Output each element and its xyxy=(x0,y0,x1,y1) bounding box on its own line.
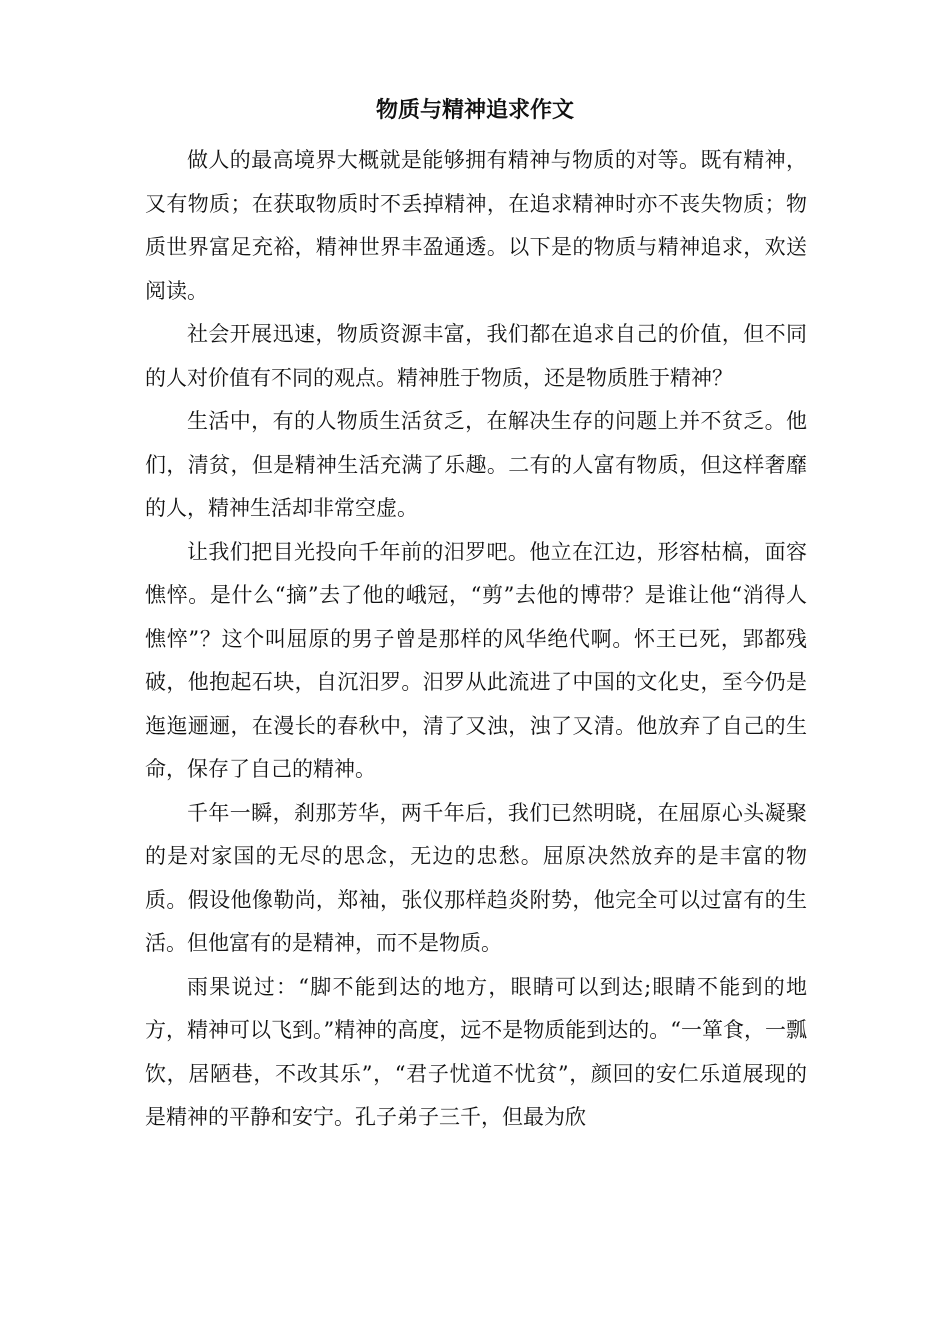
paragraph-5: 千年一瞬，刹那芳华，两千年后，我们已然明晓，在屈原心头凝聚的是对家国的无尽的思念，无边的忠愁。屈原决然放弃的是丰富的物质。假设他像勒尚，郑袖，张仪那样趋炎附势，他完全可以过富有的生活。但他富有的是精神，而不是物质。 xyxy=(145,800,807,955)
document-title: 物质与精神追求作文 xyxy=(375,97,574,123)
paragraph-6: 雨果说过：“脚不能到达的地方，眼睛可以到达;眼睛不能到的地方，精神可以飞到。”精神的高度，远不是物质能到达的。“一箪食，一瓢饮，居陋巷，不改其乐”，“君子忧道不忧贫”，颜回的安仁乐道展现的是精神的平静和安宁。孔子弟子三千，但最为欣 xyxy=(145,974,807,1129)
paragraph-4: 让我们把目光投向千年前的汨罗吧。他立在江边，形容枯槁，面容憔悴。是什么“摘”去了他的峨冠，“剪”去他的博带？是谁让他“消得人憔悴”？这个叫屈原的男子曾是那样的风华绝代啊。怀王已死，郢都残破，他抱起石块，自沉汨罗。汨罗从此流进了中国的文化史，至今仍是迤迤逦逦，在漫长的春秋中，清了又浊，浊了又清。他放弃了自己的生命，保存了自己的精神。 xyxy=(145,539,807,781)
paragraph-1: 做人的最高境界大概就是能够拥有精神与物质的对等。既有精神，又有物质；在获取物质时不丢掉精神，在追求精神时亦不丧失物质；物质世界富足充裕，精神世界丰盈通透。以下是的物质与精神追求，欢送阅读。 xyxy=(145,148,807,303)
paragraph-2: 社会开展迅速，物质资源丰富，我们都在追求自己的价值，但不同的人对价值有不同的观点。精神胜于物质，还是物质胜于精神？ xyxy=(145,322,807,390)
paragraph-3: 生活中，有的人物质生活贫乏，在解决生存的问题上并不贫乏。他们，清贫，但是精神生活充满了乐趣。二有的人富有物质，但这样奢靡的人，精神生活却非常空虚。 xyxy=(145,409,807,520)
document-body xyxy=(145,139,807,1140)
